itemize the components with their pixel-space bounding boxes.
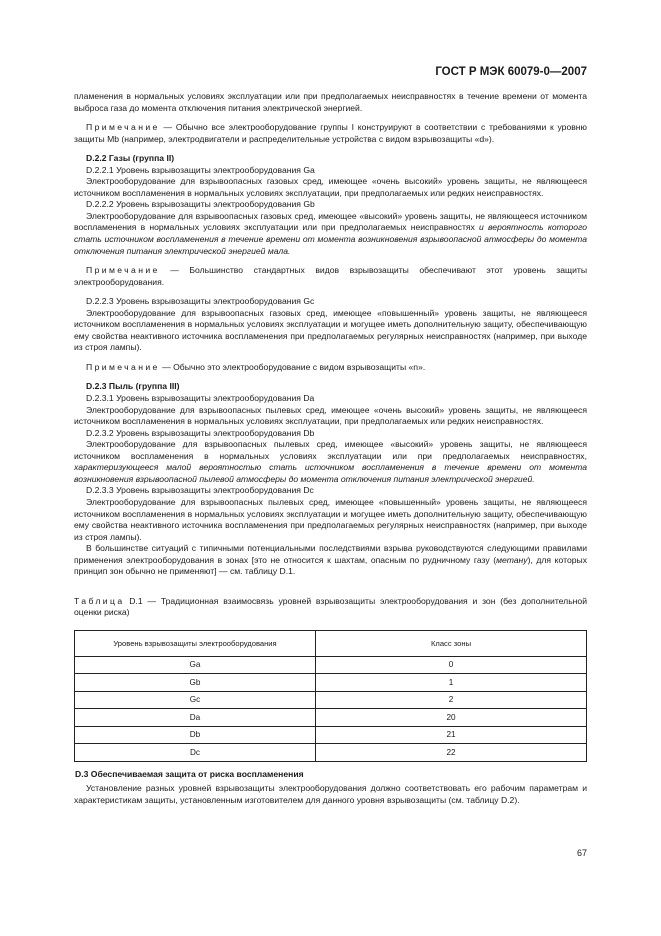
table-cell: Dc bbox=[75, 744, 316, 762]
italic-text: метану bbox=[496, 554, 528, 565]
table-row bbox=[75, 691, 587, 709]
heading-text: D.2.2 Газы (группа II) bbox=[86, 153, 175, 164]
table-row bbox=[75, 656, 587, 674]
table-cell: Gb bbox=[75, 674, 316, 692]
subsection-heading: D.2.3.3 Уровень взрывозащиты электрооборудования Dc bbox=[86, 485, 314, 496]
section-heading bbox=[74, 153, 587, 165]
heading-text: D.2.3 Пыль (группа III) bbox=[86, 381, 180, 392]
note-label: Примечание bbox=[86, 265, 160, 276]
table-cell: 21 bbox=[316, 726, 587, 744]
paragraph: Установление разных уровней взрывозащиты электрооборудования должно соответствовать его рабочим параметрам и характеристикам защиты, установленным изготовителем для данного уровня взрывозащиты (см. таблицу D.2). bbox=[74, 783, 587, 805]
table-row bbox=[75, 726, 587, 744]
caption-label: Таблица bbox=[74, 595, 125, 606]
paragraph bbox=[74, 439, 587, 485]
heading-text: D.3 Обеспечиваемая защита от риска воспламенения bbox=[75, 768, 304, 779]
note bbox=[74, 265, 587, 288]
page-number: 67 bbox=[576, 848, 587, 858]
paragraph bbox=[74, 543, 587, 578]
note-text: — Обычно все электрооборудование группы I конструируют в соответствии с требованиями к уровню защиты Mb (например, электродвигатели и распределительные устройства с видом взрывозащиты «d»). bbox=[74, 122, 587, 144]
paragraph: Электрооборудование для взрывоопасных пылевых сред, имеющее «повышенный» уровень защиты, не являющееся источником воспламенения в нормальных условиях эксплуатации и могущее иметь дополнительную защиту, обеспечивающую ему свойства неактивного источника воспламенения при предполагаемых регулярных неисправностях (например, при выходе из строя лампы). bbox=[74, 496, 587, 542]
table-caption bbox=[74, 596, 587, 619]
note-label: Примечание bbox=[86, 122, 160, 133]
table-header-row bbox=[75, 630, 587, 656]
text: ), для которых принцип зон обычно не применяют] — см. таблицу D.1. bbox=[74, 554, 587, 577]
section-heading bbox=[74, 381, 587, 393]
table-cell: 1 bbox=[316, 674, 587, 692]
text: В большинстве ситуаций с типичными потенциальными последствиями взрыва руководствуются следующими правилами применения электрооборудования в зонах [это не относится к шахтам, опасным по рудничному газу ( bbox=[74, 543, 587, 565]
subsection-heading: D.2.2.2 Уровень взрывозащиты электрооборудования Gb bbox=[86, 199, 315, 210]
paragraph: Электрооборудование для взрывоопасных газовых сред, имеющее «повышенный» уровень защиты, не являющееся источником воспламенения в нормальных условиях эксплуатации и могущее иметь дополнительную защиту, обеспечивающую ему свойства неактивного источника воспламенения при предполагаемых регулярных неисправностях (например, при выходе из строя лампы). bbox=[74, 307, 587, 353]
table-cell: Da bbox=[75, 709, 316, 727]
caption-text: D.1 — Традиционная взаимосвязь уровней взрывозащиты электрооборудования и зон (без дополнительной оценки риска) bbox=[74, 595, 587, 618]
note bbox=[74, 122, 587, 145]
text: Электрооборудование для взрывоопасных газовых сред, имеющее «высокий» уровень защиты, не являющееся источником воспламенения в нормальных условиях эксплуатации или при предполагаемых неисправностях bbox=[74, 210, 587, 233]
table-row bbox=[75, 709, 587, 727]
paragraph: Электрооборудование для взрывоопасных пылевых сред, имеющее «очень высокий» уровень защиты, не являющееся источником воспламенения в нормальных условиях эксплуатации, при предполагаемых или редких неисправностях. bbox=[74, 404, 587, 427]
table-cell: 0 bbox=[316, 656, 587, 674]
paragraph: Электрооборудование для взрывоопасных газовых сред, имеющее «очень высокий» уровень защиты, не являющееся источником воспламенения в нормальных условиях эксплуатации, при предполагаемых или редких неисправностях. bbox=[74, 176, 587, 198]
italic-text: и вероятность которого стать источником воспламенения в течение времени от момента возникновения взрывоопасной атмосферы до момента отключения питания электрической энергией мала. bbox=[74, 222, 588, 256]
subsection-heading: D.2.3.2 Уровень взрывозащиты электрооборудования Db bbox=[86, 427, 315, 438]
page-body bbox=[74, 91, 587, 807]
subsection-heading: D.2.3.1 Уровень взрывозащиты электрооборудования Da bbox=[86, 393, 315, 404]
paragraph: пламенения в нормальных условиях эксплуатации или при предполагаемых неисправностях в течение времени от момента выброса газа до момента отключения питания электрической энергией. bbox=[74, 91, 587, 113]
section-heading bbox=[74, 769, 587, 781]
table-row bbox=[75, 744, 587, 762]
column-header: Класс зоны bbox=[316, 630, 587, 656]
zone-table bbox=[74, 630, 587, 762]
paragraph bbox=[74, 211, 587, 257]
note-label: Примечание bbox=[86, 361, 160, 372]
column-header: Уровень взрывозащиты электрооборудования bbox=[75, 630, 316, 656]
table-cell: Ga bbox=[75, 656, 316, 674]
table-cell: Db bbox=[75, 726, 316, 744]
table-cell: Gc bbox=[75, 691, 316, 709]
subsection-heading: D.2.2.1 Уровень взрывозащиты электрооборудования Ga bbox=[86, 164, 315, 175]
note-text: — Обычно это электрооборудование с видом взрывозащиты «n». bbox=[159, 361, 426, 372]
note bbox=[74, 362, 587, 374]
table-cell: 20 bbox=[316, 709, 587, 727]
document-id-header: ГОСТ Р МЭК 60079-0—2007 bbox=[435, 66, 587, 78]
table-cell: 2 bbox=[316, 691, 587, 709]
table-cell: 22 bbox=[316, 744, 587, 762]
italic-text: характеризующееся малой вероятностью стать источником воспламенения в течение времени от момента возникновения взрывоопасной пылевой атмосферы до момента отключения питания электрической энергией. bbox=[74, 462, 587, 484]
note-text: — Большинство стандартных видов взрывозащиты обеспечивают этот уровень защиты электрооборудования. bbox=[74, 265, 587, 287]
subsection-heading: D.2.2.3 Уровень взрывозащиты электрооборудования Gc bbox=[86, 296, 315, 307]
table-row bbox=[75, 674, 587, 692]
text: Электрооборудование для взрывоопасных пылевых сред, имеющее «высокий» уровень защиты, не являющееся источником воспламенения в нормальных условиях эксплуатации или при предполагаемых неисправностях, bbox=[74, 439, 587, 461]
